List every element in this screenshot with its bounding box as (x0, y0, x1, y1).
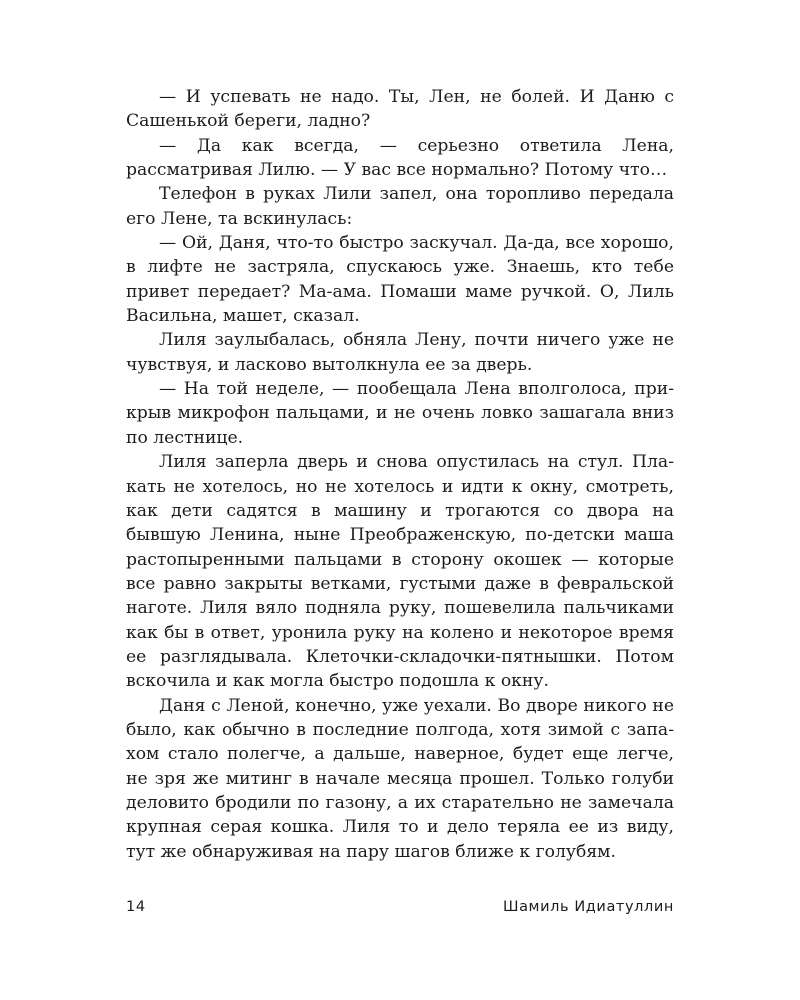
paragraph-5: Лиля заулыбалась, обняла Лену, почти ничего уже не чувствуя, и ласково вытолкнула ее за дверь. (126, 330, 674, 375)
page-number: 14 (126, 899, 146, 915)
body-text (126, 85, 674, 864)
paragraph-3: Телефон в руках Лили запел, она торопливо передала его Лене, та вскинулась: (126, 184, 674, 229)
page-footer (126, 899, 674, 923)
paragraph-6: — На той неделе, — пообещала Лена вполголоса, прикрыв микрофон пальцами, и не очень ловко зашагала вниз по лестнице. (126, 379, 674, 448)
paragraph-8: Даня с Леной, конечно, уже уехали. Во дворе никого не было, как обычно в последние полгода, хотя зимой с запахом стало полегче, а дальше, наверное, будет еще легче, не зря же митинг в начале месяца прошел. Только голуби деловито бродили по газону, а их старательно не замечала крупная серая кошка. Лиля то и дело теряла ее из виду, тут же обнаруживая на пару шагов ближе к голубям. (126, 695, 674, 862)
author-name: Шамиль Идиатуллин (502, 899, 674, 915)
paragraph-2: — Да как всегда, — серьезно ответила Лена, рассматривая Лилю. — У вас все нормально? Потому что… (126, 135, 674, 181)
paragraph-1: — И успевать не надо. Ты, Лен, не болей. И Даню с Сашенькой береги, ладно? (126, 87, 674, 132)
paragraph-7: Лиля заперла дверь и снова опустилась на стул. Плакать не хотелось, но не хотелось и идти к окну, смотреть, как дети садятся в машину и трогаются со двора на бывшую Ленина, ныне Преображенскую, по-детски маша растопыренными пальцами в сторону окошек — которые все равно закрыты ветками, густыми даже в февральской наготе. Лиля вяло подняла руку, пошевелила пальчиками как бы в ответ, уронила руку на колено и некоторое время ее разглядывала. Клеточки-складочки-пятнышки. Потом вскочила и как могла быстро подошла к окну. (126, 452, 674, 692)
paragraph-4: — Ой, Даня, что-то быстро заскучал. Да-да, все хорошо, в лифте не застряла, спускаюсь уже. Знаешь, кто тебе привет передает? Ма-ама. Помаши маме ручкой. О, Лиль Васильна, машет, сказал. (126, 233, 674, 327)
